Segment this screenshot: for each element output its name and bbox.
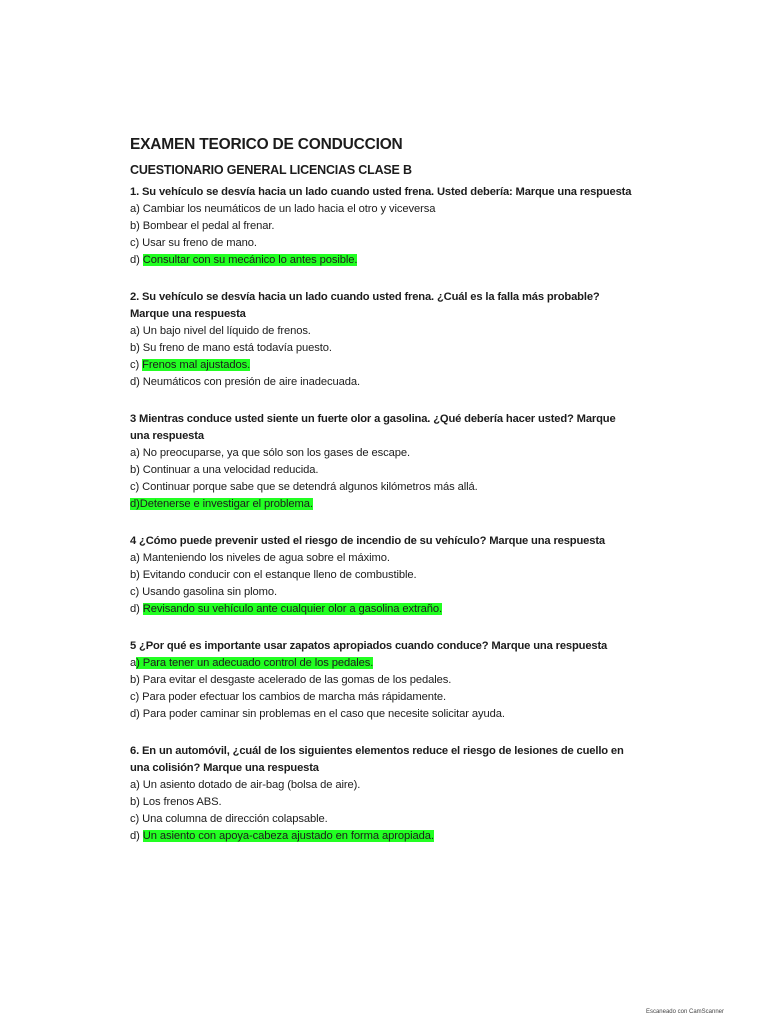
answer-text: Para poder caminar sin problemas en el caso que necesite solicitar ayuda. xyxy=(142,708,505,720)
answer-c xyxy=(130,811,635,828)
answer-text: Un asiento dotado de air-bag (bolsa de aire). xyxy=(142,779,361,791)
answer-prefix: b) xyxy=(130,674,143,686)
exam-title: EXAMEN TEORICO DE CONDUCCION xyxy=(130,136,403,153)
answer-text: Una columna de dirección colapsable. xyxy=(142,813,328,825)
answer-prefix: c) xyxy=(130,481,143,493)
answer-c xyxy=(130,357,635,374)
question-text: 6. En un automóvil, ¿cuál de los siguientes elementos reduce el riesgo de lesiones de cuello en una colisión? Marque una respuesta xyxy=(130,745,624,774)
scanner-watermark: Escaneado con CamScanner xyxy=(645,1009,724,1015)
answer-prefix: b) xyxy=(130,569,143,581)
answer-prefix: d) xyxy=(130,603,143,615)
answer-a xyxy=(130,201,635,218)
answer-b xyxy=(130,567,635,584)
answer-prefix: b) xyxy=(130,464,143,476)
answer-c xyxy=(130,479,635,496)
answer-prefix: c) xyxy=(130,237,143,249)
answer-a xyxy=(130,445,635,462)
question-5 xyxy=(130,638,635,723)
highlighted-correct-answer: d)Detenerse e investigar el problema. xyxy=(130,498,313,510)
answer-prefix: c) xyxy=(130,691,143,703)
answer-d xyxy=(130,601,635,618)
answer-text: Bombear el pedal al frenar. xyxy=(142,220,275,232)
answer-text: Continuar porque sabe que se detendrá algunos kilómetros más allá. xyxy=(142,481,478,493)
answer-prefix: a xyxy=(130,657,137,669)
answer-b xyxy=(130,672,635,689)
answer-text: Usando gasolina sin plomo. xyxy=(142,586,277,598)
answer-prefix: b) xyxy=(130,342,143,354)
question-1 xyxy=(130,184,635,269)
exam-subtitle: CUESTIONARIO GENERAL LICENCIAS CLASE B xyxy=(130,163,412,177)
answer-prefix: b) xyxy=(130,796,143,808)
answer-text: Los frenos ABS. xyxy=(142,796,222,808)
answer-text: Un bajo nivel del líquido de frenos. xyxy=(142,325,311,337)
answer-prefix: c) xyxy=(130,359,143,371)
answer-text: Evitando conducir con el estanque lleno de combustible. xyxy=(142,569,417,581)
question-text: 4 ¿Cómo puede prevenir usted el riesgo de incendio de su vehículo? Marque una respuesta xyxy=(130,535,605,547)
question-text: 3 Mientras conduce usted siente un fuerte olor a gasolina. ¿Qué debería hacer usted? Marque una respuesta xyxy=(130,413,616,442)
answer-prefix: d) xyxy=(130,708,143,720)
question-text: 1. Su vehículo se desvía hacia un lado cuando usted frena. Usted debería: Marque una respuesta xyxy=(130,186,632,198)
answer-c xyxy=(130,584,635,601)
answer-text: Neumáticos con presión de aire inadecuada. xyxy=(142,376,360,388)
answer-prefix: a) xyxy=(130,325,143,337)
highlighted-correct-answer: Un asiento con apoya-cabeza ajustado en forma apropiada. xyxy=(142,830,434,842)
question-2 xyxy=(130,289,635,391)
question-text: 5 ¿Por qué es importante usar zapatos apropiados cuando conduce? Marque una respuesta xyxy=(130,640,608,652)
answer-prefix: d) xyxy=(130,376,143,388)
answer-a xyxy=(130,655,635,672)
answer-b xyxy=(130,218,635,235)
answer-prefix: d) xyxy=(130,254,143,266)
answer-a xyxy=(130,323,635,340)
answer-prefix: c) xyxy=(130,586,143,598)
answer-d xyxy=(130,828,635,845)
answer-text: Usar su freno de mano. xyxy=(142,237,257,249)
answer-text: Para evitar el desgaste acelerado de las gomas de los pedales. xyxy=(142,674,452,686)
answer-a xyxy=(130,777,635,794)
highlighted-correct-answer: Consultar con su mecánico lo antes posible. xyxy=(142,254,358,266)
answer-c xyxy=(130,235,635,252)
question-4 xyxy=(130,533,635,618)
highlighted-correct-answer: ) Para tener un adecuado control de los pedales. xyxy=(136,657,374,669)
question-text: 2. Su vehículo se desvía hacia un lado cuando usted frena. ¿Cuál es la falla más probable? Marque una respuesta xyxy=(130,291,600,320)
answer-prefix: d) xyxy=(130,830,143,842)
answer-prefix: a) xyxy=(130,203,143,215)
answer-text: Su freno de mano está todavía puesto. xyxy=(142,342,332,354)
question-6 xyxy=(130,743,635,845)
answer-text: No preocuparse, ya que sólo son los gases de escape. xyxy=(142,447,410,459)
highlighted-correct-answer: Revisando su vehículo ante cualquier olor a gasolina extraño. xyxy=(142,603,443,615)
answer-d xyxy=(130,706,635,723)
question-3 xyxy=(130,411,635,513)
answer-text: Manteniendo los niveles de agua sobre el máximo. xyxy=(142,552,390,564)
answer-prefix: c) xyxy=(130,813,143,825)
answer-c xyxy=(130,689,635,706)
answer-d xyxy=(130,374,635,391)
document xyxy=(130,134,635,865)
answer-prefix: b) xyxy=(130,220,143,232)
answer-d xyxy=(130,496,635,513)
answer-prefix: a) xyxy=(130,552,143,564)
answer-a xyxy=(130,550,635,567)
answer-b xyxy=(130,340,635,357)
answer-prefix: a) xyxy=(130,447,143,459)
answer-text: Cambiar los neumáticos de un lado hacia el otro y viceversa xyxy=(142,203,436,215)
answer-d xyxy=(130,252,635,269)
highlighted-correct-answer: Frenos mal ajustados. xyxy=(142,359,251,371)
answer-b xyxy=(130,462,635,479)
answer-text: Para poder efectuar los cambios de marcha más rápidamente. xyxy=(142,691,447,703)
answer-prefix: a) xyxy=(130,779,143,791)
answer-text: Continuar a una velocidad reducida. xyxy=(142,464,319,476)
answer-b xyxy=(130,794,635,811)
